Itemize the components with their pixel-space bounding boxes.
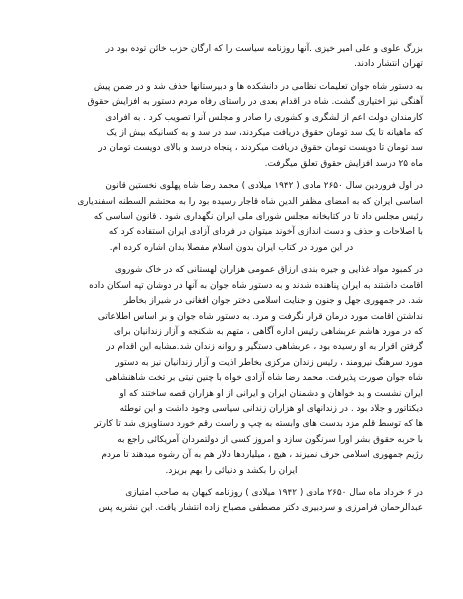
- paragraph-line: سد تومان تا دویست تومان حقوق دریافت میکردند ، پنجاه درسد و بالای دویست تومان در: [98, 143, 423, 154]
- paragraph-line: دیکتاتور و جلاد بود . در زندانهای او هزاران زندانی سیاسی وجود داشت و این توطئه: [119, 403, 423, 414]
- paragraph-line: عبدالرحمان فرامرزی و سردبیری دکتر مصطفی مصباح زاده انتشار یافت. این نشریه پس: [98, 503, 423, 514]
- paragraph-line: بزرگ علوی و علی امیر خیزی .آنها روزنامه سیاست را که ارگان حزب خائن توده بود در: [105, 44, 423, 54]
- paragraph-line: گرفتن اقرار به او رسیده بود ، عربشاهی دستگیر و روانه زندان شد.مشابه این اقدام در: [106, 342, 423, 353]
- paragraph-line: با حربه حقوق بشر اورا سرنگون سازد و امروز کسی از دولتمردان آمریکائی راجع به: [117, 434, 423, 445]
- paragraph-line: در کمبود مواد غذایی و جیره بندی ارزاق عمومی هزاران لهستانی که در خاک شوروی: [114, 265, 423, 276]
- paragraph-line: که در مورد هاشم عربشاهی رئیس اداره آگاهی ، متهم به شکنجه و آزار زندانیان برای: [113, 326, 423, 337]
- paragraph-line: شاه جوان صورت پذیرفت. محمد رضا شاه آزادی خواه با چنین نیتی بر تخت شاهنشاهی: [105, 373, 423, 384]
- paragraph-line: ایران را بکشد و دنیائی را بهم بریزد.: [165, 465, 298, 476]
- paragraph-line: رژیم جمهوری اسلامی حرف نمیزند ، هیچ ، میلیاردها دلار هم به آن رشوه میدهند تا مردم: [101, 450, 423, 461]
- paragraph-line: اقامت داشتند به ایران پناهنده شدند و به دستور شاه جوان به آنها در دوشان تپه اسکان داده: [89, 280, 423, 291]
- paragraph-line: ماه ۲۵ درسد افزایش حقوق تعلق میگرفت.: [264, 158, 423, 169]
- paragraph-line: اساسی ایران که به امضای مظفر الدین شاه قاجار رسیده بود را به محتشم السطنه اسفندیاری: [77, 196, 423, 207]
- paragraph-line: رئیس مجلس داد تا در کتابخانه مجلس شورای ملی ایران نگهداری شود . قانون اساسی که: [93, 212, 423, 223]
- paragraph-line: در اول فروردین سال ۲۶۵۰ مادی ( ۱۹۴۲ میلادی ) محمد رضا شاه پهلوی نخستین قانون: [105, 181, 423, 192]
- paragraph-line: آهنگی نیز اختیاری گشت. شاه در اقدام بعدی در راستای رفاه مردم دستور به افزایش حقوق: [87, 97, 423, 108]
- paragraph-line: ایران نشست و بد خواهان و دشمنان ایران و ایرانی از او هزاران قصه ساختند که او: [119, 388, 423, 399]
- paragraph-polish-refugees: [40, 263, 423, 479]
- document-page: [40, 42, 423, 517]
- paragraph-line: شد. در جمهوری جهل و جنون و جنایت اسلامی دختر جوان افغانی در شیراز بخاطر: [123, 296, 423, 307]
- paragraph-line: کارمندان دولت اعم از لشگری و کشوری را صادر و مجلس آنرا تصویب کرد . به افرادی: [105, 112, 423, 123]
- paragraph-line: تهران انتشار دادند.: [354, 59, 423, 70]
- paragraph-line: که ماهیانه تا یک سد تومان حقوق دریافت میکردند، سد در سد و به کسانیکه بیش از یک: [106, 128, 423, 139]
- paragraph-line: با اصلاحات و حذف و دست اندازی آخوند میتوان در فردای آزادی ایران استفاده کرد که: [108, 227, 423, 238]
- paragraph-line: در ۶ خرداد ماه سال ۲۶۵۰ مادی ( ۱۹۴۲ میلادی ) روزنامه کیهان به صاحب امتیازی: [125, 487, 423, 498]
- paragraph-kayhan-newspaper: [40, 486, 423, 517]
- paragraph-line: به دستور شاه جوان تعلیمات نظامی در دانشکده ها و دبیرستانها حذف شد و در ضمن پیش: [93, 81, 423, 92]
- paragraph-salary-increase: [40, 80, 423, 172]
- paragraph-tudeh-newspaper: [40, 42, 423, 73]
- paragraph-constitution: [40, 179, 423, 256]
- paragraph-line: در این مورد در کتاب ایران بدون اسلام مفصلا بدان اشاره کرده ام.: [109, 242, 354, 253]
- paragraph-line: مورد سرهنگ نیرومند ، رئیس زندان مرکزی بخاطر اذیت و آزار زندانیان نیز به دستور: [115, 357, 423, 368]
- paragraph-line: نداشتن اقامت مورد درمان قرار نگرفت و مرد. به دستور شاه جوان و بر اساس اطلاعاتی: [97, 311, 423, 322]
- paragraph-line: ها که توسط قلم مزد بدست های وابسته به چپ و راست رقم خورد دستاویزی شد تا کارتر: [94, 419, 423, 430]
